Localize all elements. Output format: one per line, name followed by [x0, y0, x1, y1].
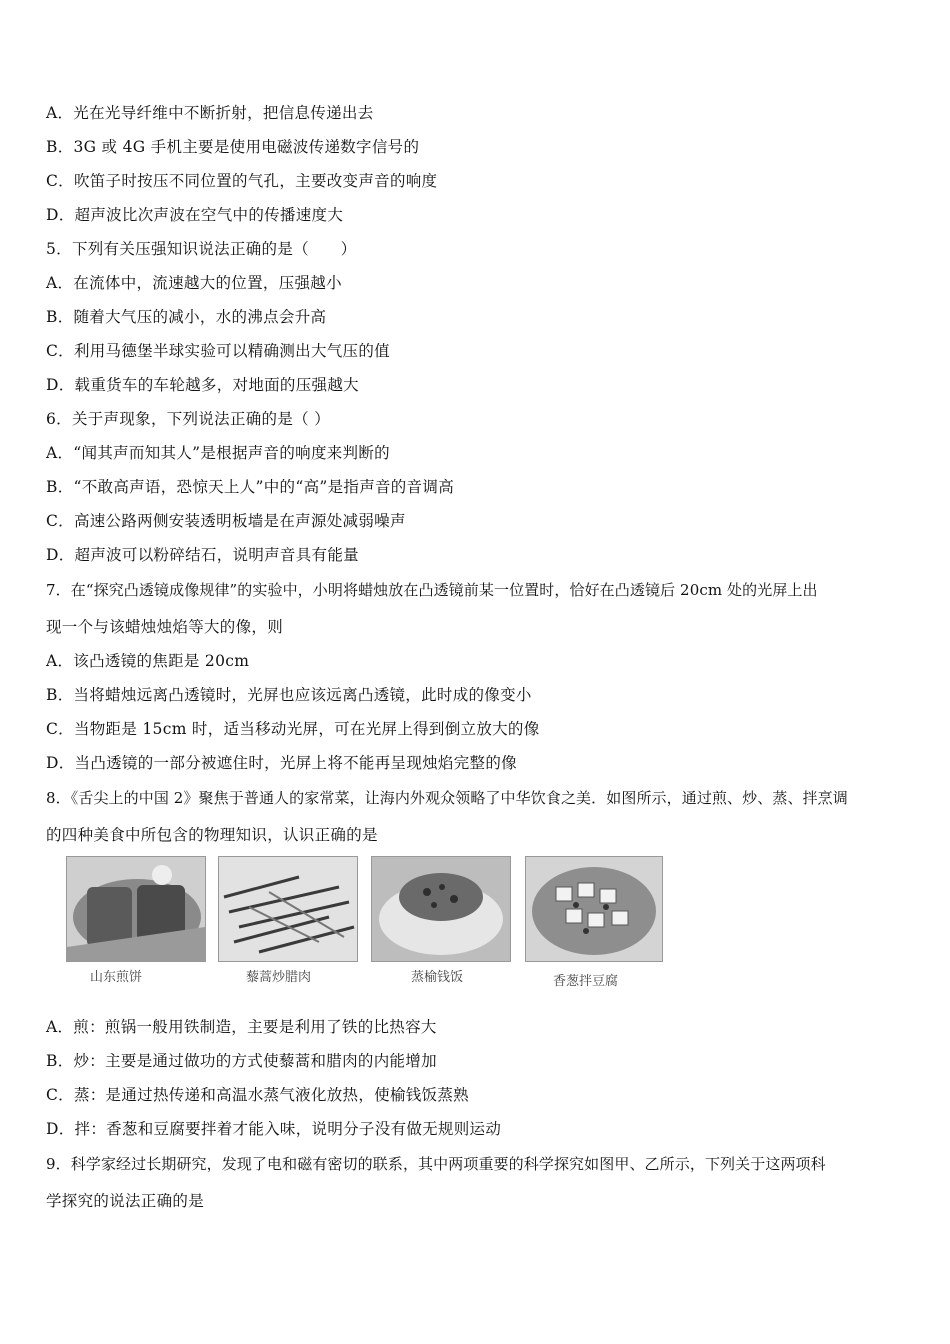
q6-option-c: C．高速公路两侧安装透明板墙是在声源处减弱噪声	[46, 512, 406, 530]
caption-3: 蒸榆钱饭	[411, 970, 464, 985]
steamed-rice-image	[371, 856, 511, 962]
q7-option-c: C．当物距是 15cm 时，适当移动光屏，可在光屏上得到倒立放大的像	[46, 720, 540, 738]
q8-option-b: B．炒：主要是通过做功的方式使藜蒿和腊肉的内能增加	[46, 1052, 437, 1070]
question-7-stem: 7．在“探究凸透镜成像规律”的实验中，小明将蜡烛放在凸透镜前某一位置时，恰好在凸透镜后 20cm 处的光屏上出	[46, 581, 818, 599]
question-8-stem: 8．《舌尖上的中国 2》聚焦于普通人的家常菜，让海内外观众领略了中华饮食之美．如图所示，通过煎、炒、蒸、拌烹调	[46, 789, 848, 807]
question-5-stem: 5．下列有关压强知识说法正确的是（ ）	[46, 240, 357, 258]
q7-option-d: D．当凸透镜的一部分被遮住时，光屏上将不能再呈现烛焰完整的像	[46, 754, 517, 772]
jianbing-image	[66, 856, 206, 962]
q7-option-a: A．该凸透镜的焦距是 20cm	[46, 652, 250, 670]
question-8-stem-cont: 的四种美食中所包含的物理知识，认识正确的是	[46, 826, 378, 844]
q4-option-c: C．吹笛子时按压不同位置的气孔，主要改变声音的响度	[46, 172, 438, 190]
q4-option-b: B．3G 或 4G 手机主要是使用电磁波传递数字信号的	[46, 138, 420, 156]
question-7-stem-cont: 现一个与该蜡烛烛焰等大的像，则	[46, 618, 284, 636]
q6-option-d: D．超声波可以粉碎结石，说明声音具有能量	[46, 546, 359, 564]
q8-option-a: A．煎：煎锅一般用铁制造，主要是利用了铁的比热容大	[46, 1018, 437, 1036]
food-photo-3	[371, 856, 511, 985]
q5-option-a: A．在流体中，流速越大的位置，压强越小	[46, 274, 342, 292]
question-9-stem: 9．科学家经过长期研究，发现了电和磁有密切的联系，其中两项重要的科学探究如图甲、乙所示，下列关于这两项科	[46, 1155, 826, 1173]
q5-option-b: B．随着大气压的减小，水的沸点会升高	[46, 308, 327, 326]
tofu-image	[525, 856, 663, 962]
q6-option-b: B．“不敢高声语，恐惊天上人”中的“高”是指声音的音调高	[46, 478, 454, 496]
q8-option-d: D．拌：香葱和豆腐要拌着才能入味，说明分子没有做无规则运动	[46, 1120, 502, 1138]
q5-option-d: D．载重货车的车轮越多，对地面的压强越大	[46, 376, 359, 394]
food-photo-2	[218, 856, 358, 985]
question-9-stem-cont: 学探究的说法正确的是	[46, 1192, 205, 1210]
q8-option-c: C．蒸：是通过热传递和高温水蒸气液化放热，使榆钱饭蒸熟	[46, 1086, 469, 1104]
q6-option-a: A．“闻其声而知其人”是根据声音的响度来判断的	[46, 444, 390, 462]
q7-option-b: B．当将蜡烛远离凸透镜时，光屏也应该远离凸透镜，此时成的像变小	[46, 686, 532, 704]
q4-option-d: D．超声波比次声波在空气中的传播速度大	[46, 206, 344, 224]
question-6-stem: 6．关于声现象，下列说法正确的是（ ）	[46, 410, 330, 428]
food-photo-1	[66, 856, 206, 985]
food-photo-4	[525, 856, 663, 989]
stirfry-image	[218, 856, 358, 962]
caption-4: 香葱拌豆腐	[553, 974, 619, 989]
caption-1: 山东煎饼	[90, 970, 143, 985]
caption-2: 藜蒿炒腊肉	[246, 970, 312, 985]
q5-option-c: C．利用马德堡半球实验可以精确测出大气压的值	[46, 342, 390, 360]
food-figure-row	[66, 856, 666, 996]
q4-option-a: A．光在光导纤维中不断折射，把信息传递出去	[46, 104, 374, 122]
